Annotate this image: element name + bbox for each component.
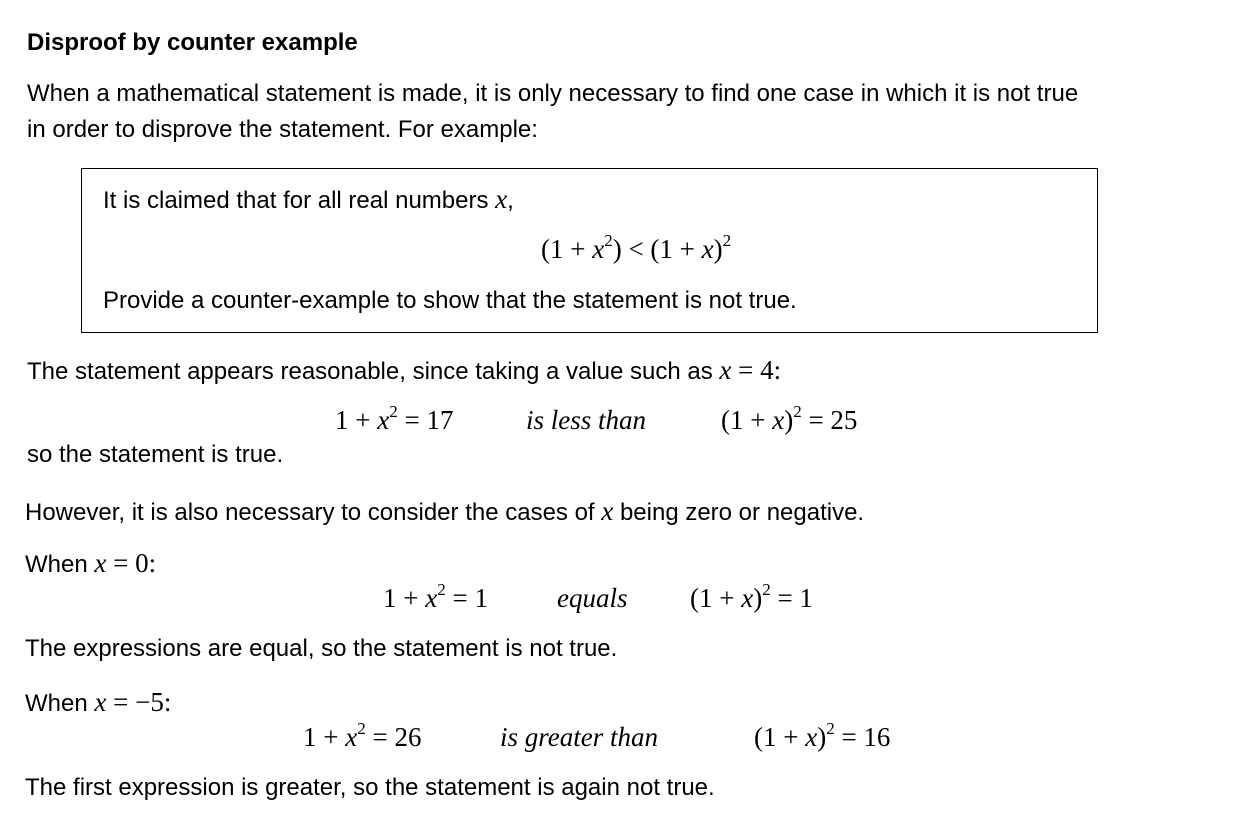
positive-var: x <box>719 355 732 385</box>
intro-line-1: When a mathematical statement is made, it is only necessary to find one case in which it is not true <box>27 80 1079 107</box>
ineq-left-open: (1 + <box>541 234 593 264</box>
negative-when: When <box>25 690 88 717</box>
negative-right-var: x <box>805 722 818 752</box>
negative-left-expression <box>303 721 421 753</box>
negative-value: = −5: <box>106 687 172 717</box>
zero-right-prefix: (1 + <box>690 583 742 613</box>
claimed-inequality <box>541 233 731 265</box>
negative-conclusion: The first expression is greater, so the statement is again not true. <box>25 774 715 801</box>
positive-left-exp: 2 <box>389 402 398 421</box>
prompt-text: Provide a counter-example to show that the statement is not true. <box>103 287 797 314</box>
positive-intro <box>27 354 781 387</box>
zero-right-var: x <box>741 583 754 613</box>
ineq-right-close: ) <box>713 234 723 264</box>
ineq-right-exp: 2 <box>722 231 732 250</box>
positive-conclusion: so the statement is true. <box>27 441 284 468</box>
negative-right-exp: 2 <box>826 719 835 738</box>
zero-case-heading <box>25 547 156 580</box>
transition-text <box>25 495 864 528</box>
claim-label: It is claimed that for all real numbers <box>103 187 489 214</box>
zero-right-close: ) <box>753 583 763 613</box>
transition-before: However, it is also necessary to consider the cases of <box>25 499 595 526</box>
ineq-middle: ) < (1 + <box>612 234 702 264</box>
zero-left-prefix: 1 + <box>383 583 426 613</box>
zero-value: = 0: <box>106 548 157 578</box>
negative-case-heading <box>25 686 171 719</box>
zero-conclusion: The expressions are equal, so the statement is not true. <box>25 635 618 662</box>
positive-left-suffix: = 17 <box>397 405 454 435</box>
claim-variable: x <box>495 184 508 214</box>
zero-left-suffix: = 1 <box>445 583 488 613</box>
zero-right-expression <box>690 582 813 614</box>
negative-left-prefix: 1 + <box>303 722 346 752</box>
positive-left-expression <box>335 404 453 436</box>
positive-intro-text: The statement appears reasonable, since taking a value such as <box>27 358 713 385</box>
claim-text <box>103 183 514 216</box>
negative-var: x <box>94 687 107 717</box>
negative-right-prefix: (1 + <box>754 722 806 752</box>
claim-comma: , <box>507 187 514 214</box>
negative-left-var: x <box>345 722 358 752</box>
zero-var: x <box>94 548 107 578</box>
negative-left-exp: 2 <box>357 719 366 738</box>
ineq-right-var: x <box>701 234 714 264</box>
zero-right-exp: 2 <box>762 580 771 599</box>
positive-right-exp: 2 <box>793 402 802 421</box>
positive-right-prefix: (1 + <box>721 405 773 435</box>
positive-value: = 4: <box>731 355 782 385</box>
positive-right-suffix: = 25 <box>801 405 858 435</box>
positive-right-expression <box>721 404 857 436</box>
zero-when: When <box>25 551 88 578</box>
transition-after: being zero or negative. <box>619 499 865 526</box>
positive-right-close: ) <box>784 405 794 435</box>
positive-left-var: x <box>377 405 390 435</box>
positive-relation: is less than <box>526 405 647 435</box>
transition-var: x <box>601 496 614 526</box>
ineq-left-var: x <box>592 234 605 264</box>
negative-left-suffix: = 26 <box>365 722 422 752</box>
intro-line-2: in order to disprove the statement. For example: <box>27 116 538 143</box>
positive-right-var: x <box>772 405 785 435</box>
page-title: Disproof by counter example <box>27 29 358 56</box>
positive-left-prefix: 1 + <box>335 405 378 435</box>
zero-left-expression <box>383 582 488 614</box>
zero-left-exp: 2 <box>437 580 446 599</box>
zero-right-suffix: = 1 <box>770 583 813 613</box>
negative-right-close: ) <box>817 722 827 752</box>
ineq-left-exp: 2 <box>604 231 613 250</box>
negative-relation: is greater than <box>500 722 658 752</box>
negative-right-expression <box>754 721 890 753</box>
negative-right-suffix: = 16 <box>834 722 891 752</box>
zero-left-var: x <box>425 583 438 613</box>
zero-relation: equals <box>557 583 628 613</box>
